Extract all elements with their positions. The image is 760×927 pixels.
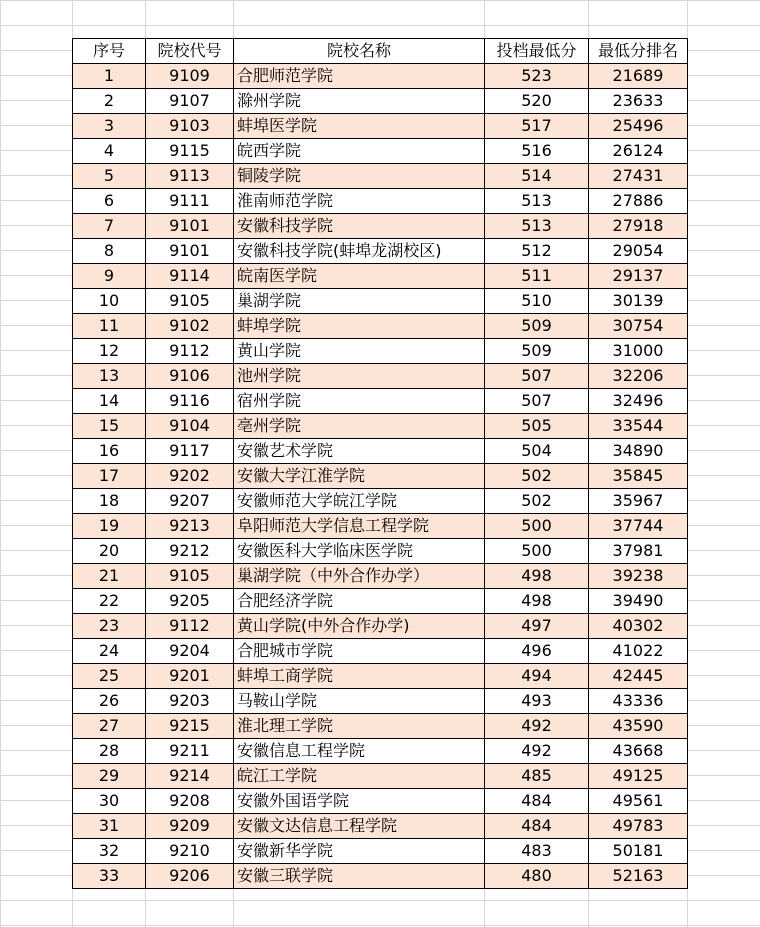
table-row	[73, 214, 688, 239]
cell-min-score[interactable]: 514	[485, 164, 589, 189]
cell-min-rank[interactable]: 31000	[589, 339, 688, 364]
cell-school-name[interactable]: 安徽医科大学临床医学院	[234, 539, 485, 564]
cell-school-code[interactable]: 9103	[146, 114, 234, 139]
cell-school-name[interactable]: 淮南师范学院	[234, 189, 485, 214]
table-row	[73, 289, 688, 314]
table-row	[73, 839, 688, 864]
cell-school-code[interactable]: 9117	[146, 439, 234, 464]
cell-school-name[interactable]: 安徽三联学院	[234, 864, 485, 889]
cell-school-name[interactable]: 宿州学院	[234, 389, 485, 414]
cell-min-score[interactable]: 480	[485, 864, 589, 889]
cell-min-rank[interactable]: 23633	[589, 89, 688, 114]
cell-index[interactable]: 11	[73, 314, 146, 339]
cell-min-rank[interactable]: 39490	[589, 589, 688, 614]
cell-index[interactable]: 22	[73, 589, 146, 614]
cell-index[interactable]: 13	[73, 364, 146, 389]
cell-school-name[interactable]: 皖江工学院	[234, 764, 485, 789]
cell-min-rank[interactable]: 34890	[589, 439, 688, 464]
cell-school-code[interactable]: 9112	[146, 339, 234, 364]
cell-school-name[interactable]: 合肥师范学院	[234, 64, 485, 89]
cell-school-code[interactable]: 9104	[146, 414, 234, 439]
table-row	[73, 164, 688, 189]
cell-min-score[interactable]: 492	[485, 739, 589, 764]
table-row	[73, 814, 688, 839]
cell-min-score[interactable]: 509	[485, 339, 589, 364]
cell-school-name[interactable]: 安徽外国语学院	[234, 789, 485, 814]
cell-min-score[interactable]: 510	[485, 289, 589, 314]
admission-score-table	[72, 38, 688, 889]
table-row	[73, 739, 688, 764]
cell-index[interactable]: 18	[73, 489, 146, 514]
table-row	[73, 364, 688, 389]
cell-min-rank[interactable]: 25496	[589, 114, 688, 139]
cell-min-score[interactable]: 496	[485, 639, 589, 664]
cell-school-code[interactable]: 9111	[146, 189, 234, 214]
cell-min-rank[interactable]: 37981	[589, 539, 688, 564]
cell-min-rank[interactable]: 43668	[589, 739, 688, 764]
cell-min-rank[interactable]: 21689	[589, 64, 688, 89]
cell-index[interactable]: 31	[73, 814, 146, 839]
cell-school-code[interactable]: 9211	[146, 739, 234, 764]
table-row	[73, 239, 688, 264]
cell-min-score[interactable]: 517	[485, 114, 589, 139]
cell-school-name[interactable]: 安徽新华学院	[234, 839, 485, 864]
table-row	[73, 64, 688, 89]
cell-index[interactable]: 23	[73, 614, 146, 639]
table-row	[73, 514, 688, 539]
table-row	[73, 714, 688, 739]
cell-min-score[interactable]: 500	[485, 539, 589, 564]
cell-index[interactable]: 8	[73, 239, 146, 264]
cell-index[interactable]: 9	[73, 264, 146, 289]
cell-min-rank[interactable]: 32496	[589, 389, 688, 414]
cell-index[interactable]: 1	[73, 64, 146, 89]
cell-school-code[interactable]: 9212	[146, 539, 234, 564]
cell-index[interactable]: 19	[73, 514, 146, 539]
cell-school-name[interactable]: 蚌埠医学院	[234, 114, 485, 139]
cell-school-name[interactable]: 合肥城市学院	[234, 639, 485, 664]
cell-min-score[interactable]: 509	[485, 314, 589, 339]
cell-min-score[interactable]: 513	[485, 189, 589, 214]
table-row	[73, 489, 688, 514]
cell-school-name[interactable]: 皖南医学院	[234, 264, 485, 289]
header-school-name[interactable]: 院校名称	[234, 39, 485, 64]
cell-min-score[interactable]: 507	[485, 389, 589, 414]
table-row	[73, 139, 688, 164]
cell-index[interactable]: 16	[73, 439, 146, 464]
cell-school-name[interactable]: 安徽科技学院(蚌埠龙湖校区)	[234, 239, 485, 264]
cell-school-name[interactable]: 安徽科技学院	[234, 214, 485, 239]
cell-school-code[interactable]: 9115	[146, 139, 234, 164]
cell-min-score[interactable]: 512	[485, 239, 589, 264]
cell-school-name[interactable]: 安徽师范大学皖江学院	[234, 489, 485, 514]
cell-min-rank[interactable]: 27918	[589, 214, 688, 239]
cell-school-code[interactable]: 9114	[146, 264, 234, 289]
cell-school-name[interactable]: 铜陵学院	[234, 164, 485, 189]
header-row	[73, 39, 688, 64]
cell-school-code[interactable]: 9106	[146, 364, 234, 389]
cell-index[interactable]: 20	[73, 539, 146, 564]
cell-min-score[interactable]: 498	[485, 589, 589, 614]
cell-index[interactable]: 29	[73, 764, 146, 789]
cell-min-score[interactable]: 500	[485, 514, 589, 539]
cell-school-name[interactable]: 安徽艺术学院	[234, 439, 485, 464]
cell-min-rank[interactable]: 32206	[589, 364, 688, 389]
table-row	[73, 589, 688, 614]
table-row	[73, 89, 688, 114]
cell-min-score[interactable]: 485	[485, 764, 589, 789]
table-row	[73, 539, 688, 564]
table-row	[73, 439, 688, 464]
cell-min-rank[interactable]: 43336	[589, 689, 688, 714]
table-row	[73, 614, 688, 639]
cell-min-score[interactable]: 483	[485, 839, 589, 864]
header-min-rank[interactable]: 最低分排名	[589, 39, 688, 64]
table-row	[73, 764, 688, 789]
table-row	[73, 639, 688, 664]
cell-school-code[interactable]: 9112	[146, 614, 234, 639]
table-row	[73, 789, 688, 814]
table-row	[73, 264, 688, 289]
table-row	[73, 389, 688, 414]
cell-min-rank[interactable]: 41022	[589, 639, 688, 664]
cell-school-name[interactable]: 安徽信息工程学院	[234, 739, 485, 764]
cell-index[interactable]: 25	[73, 664, 146, 689]
table-row	[73, 864, 688, 889]
cell-school-code[interactable]: 9209	[146, 814, 234, 839]
cell-school-name[interactable]: 巢湖学院	[234, 289, 485, 314]
cell-school-name[interactable]: 马鞍山学院	[234, 689, 485, 714]
cell-index[interactable]: 21	[73, 564, 146, 589]
cell-school-code[interactable]: 9105	[146, 564, 234, 589]
cell-school-code[interactable]: 9202	[146, 464, 234, 489]
cell-min-rank[interactable]: 49125	[589, 764, 688, 789]
cell-school-name[interactable]: 皖西学院	[234, 139, 485, 164]
cell-min-score[interactable]: 523	[485, 64, 589, 89]
cell-min-rank[interactable]: 27431	[589, 164, 688, 189]
cell-min-score[interactable]: 502	[485, 489, 589, 514]
table-row	[73, 189, 688, 214]
cell-min-score[interactable]: 520	[485, 89, 589, 114]
cell-school-name[interactable]: 安徽文达信息工程学院	[234, 814, 485, 839]
cell-school-code[interactable]: 9116	[146, 389, 234, 414]
table-row	[73, 464, 688, 489]
cell-index[interactable]: 3	[73, 114, 146, 139]
header-min-score[interactable]: 投档最低分	[485, 39, 589, 64]
table-row	[73, 114, 688, 139]
cell-min-score[interactable]: 502	[485, 464, 589, 489]
cell-school-name[interactable]: 亳州学院	[234, 414, 485, 439]
cell-index[interactable]: 2	[73, 89, 146, 114]
cell-school-code[interactable]: 9215	[146, 714, 234, 739]
cell-min-score[interactable]: 484	[485, 814, 589, 839]
cell-index[interactable]: 27	[73, 714, 146, 739]
cell-index[interactable]: 17	[73, 464, 146, 489]
cell-school-name[interactable]: 安徽大学江淮学院	[234, 464, 485, 489]
cell-school-code[interactable]: 9208	[146, 789, 234, 814]
cell-school-code[interactable]: 9206	[146, 864, 234, 889]
cell-index[interactable]: 26	[73, 689, 146, 714]
cell-school-code[interactable]: 9214	[146, 764, 234, 789]
cell-index[interactable]: 30	[73, 789, 146, 814]
cell-index[interactable]: 33	[73, 864, 146, 889]
cell-min-score[interactable]: 497	[485, 614, 589, 639]
cell-index[interactable]: 28	[73, 739, 146, 764]
cell-min-score[interactable]: 516	[485, 139, 589, 164]
cell-min-rank[interactable]: 49561	[589, 789, 688, 814]
cell-index[interactable]: 4	[73, 139, 146, 164]
cell-school-code[interactable]: 9102	[146, 314, 234, 339]
cell-school-name[interactable]: 合肥经济学院	[234, 589, 485, 614]
cell-min-score[interactable]: 492	[485, 714, 589, 739]
cell-min-rank[interactable]: 39238	[589, 564, 688, 589]
table-row	[73, 689, 688, 714]
cell-school-code[interactable]: 9107	[146, 89, 234, 114]
cell-school-code[interactable]: 9101	[146, 214, 234, 239]
table-row	[73, 339, 688, 364]
cell-index[interactable]: 10	[73, 289, 146, 314]
cell-index[interactable]: 6	[73, 189, 146, 214]
table-row	[73, 564, 688, 589]
cell-min-rank[interactable]: 52163	[589, 864, 688, 889]
cell-school-name[interactable]: 黄山学院	[234, 339, 485, 364]
cell-min-rank[interactable]: 30754	[589, 314, 688, 339]
cell-index[interactable]: 14	[73, 389, 146, 414]
cell-min-score[interactable]: 513	[485, 214, 589, 239]
cell-index[interactable]: 24	[73, 639, 146, 664]
cell-index[interactable]: 12	[73, 339, 146, 364]
cell-min-rank[interactable]: 29054	[589, 239, 688, 264]
cell-index[interactable]: 5	[73, 164, 146, 189]
cell-school-code[interactable]: 9204	[146, 639, 234, 664]
cell-school-name[interactable]: 滁州学院	[234, 89, 485, 114]
cell-min-rank[interactable]: 29137	[589, 264, 688, 289]
cell-school-code[interactable]: 9109	[146, 64, 234, 89]
cell-min-rank[interactable]: 33544	[589, 414, 688, 439]
cell-school-name[interactable]: 蚌埠学院	[234, 314, 485, 339]
cell-school-code[interactable]: 9105	[146, 289, 234, 314]
cell-min-rank[interactable]: 50181	[589, 839, 688, 864]
cell-school-code[interactable]: 9213	[146, 514, 234, 539]
table-row	[73, 314, 688, 339]
table-row	[73, 664, 688, 689]
cell-min-rank[interactable]: 40302	[589, 614, 688, 639]
cell-school-code[interactable]: 9101	[146, 239, 234, 264]
cell-min-rank[interactable]: 49783	[589, 814, 688, 839]
cell-min-score[interactable]: 494	[485, 664, 589, 689]
cell-school-name[interactable]: 黄山学院(中外合作办学)	[234, 614, 485, 639]
header-school-code[interactable]: 院校代号	[146, 39, 234, 64]
cell-school-code[interactable]: 9210	[146, 839, 234, 864]
header-index[interactable]: 序号	[73, 39, 146, 64]
cell-school-code[interactable]: 9203	[146, 689, 234, 714]
cell-min-rank[interactable]: 37744	[589, 514, 688, 539]
cell-min-rank[interactable]: 35845	[589, 464, 688, 489]
cell-min-score[interactable]: 484	[485, 789, 589, 814]
cell-school-name[interactable]: 池州学院	[234, 364, 485, 389]
cell-min-score[interactable]: 493	[485, 689, 589, 714]
cell-school-name[interactable]: 巢湖学院（中外合作办学）	[234, 564, 485, 589]
cell-school-code[interactable]: 9207	[146, 489, 234, 514]
table-row	[73, 414, 688, 439]
cell-min-rank[interactable]: 42445	[589, 664, 688, 689]
cell-school-name[interactable]: 淮北理工学院	[234, 714, 485, 739]
cell-index[interactable]: 7	[73, 214, 146, 239]
cell-min-score[interactable]: 504	[485, 439, 589, 464]
cell-index[interactable]: 32	[73, 839, 146, 864]
cell-min-rank[interactable]: 26124	[589, 139, 688, 164]
cell-min-score[interactable]: 507	[485, 364, 589, 389]
cell-min-rank[interactable]: 35967	[589, 489, 688, 514]
cell-min-score[interactable]: 511	[485, 264, 589, 289]
cell-min-score[interactable]: 505	[485, 414, 589, 439]
cell-min-rank[interactable]: 43590	[589, 714, 688, 739]
cell-school-code[interactable]: 9201	[146, 664, 234, 689]
cell-index[interactable]: 15	[73, 414, 146, 439]
cell-min-rank[interactable]: 27886	[589, 189, 688, 214]
cell-min-rank[interactable]: 30139	[589, 289, 688, 314]
cell-school-code[interactable]: 9205	[146, 589, 234, 614]
cell-school-name[interactable]: 阜阳师范大学信息工程学院	[234, 514, 485, 539]
cell-school-name[interactable]: 蚌埠工商学院	[234, 664, 485, 689]
cell-school-code[interactable]: 9113	[146, 164, 234, 189]
cell-min-score[interactable]: 498	[485, 564, 589, 589]
